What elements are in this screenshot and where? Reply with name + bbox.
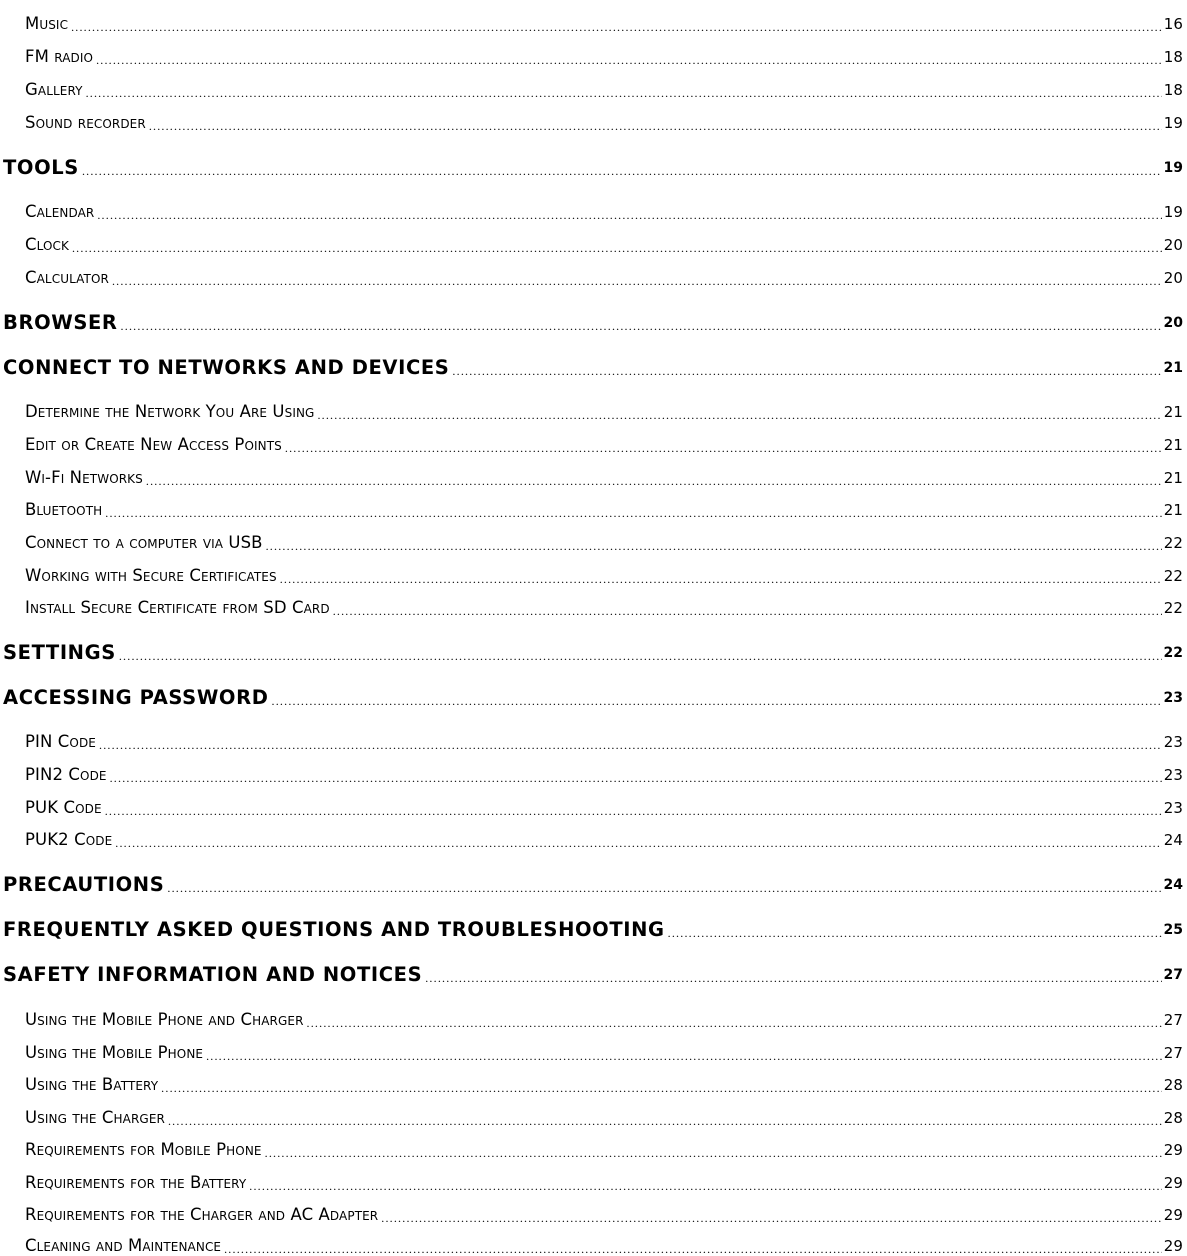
dot-leader: [105, 798, 1162, 818]
toc-entry-page: 19: [1163, 114, 1183, 132]
toc-entry-using-charger[interactable]: [0, 1104, 1183, 1128]
dot-leader: [333, 598, 1162, 618]
dot-leader: [86, 80, 1162, 100]
toc-entry-page: 29: [1163, 1237, 1183, 1255]
dot-leader: [161, 1075, 1162, 1095]
toc-section-page: 23: [1163, 690, 1183, 706]
toc-entry-cleaning[interactable]: [0, 1232, 1183, 1256]
dot-leader: [99, 732, 1162, 752]
dot-leader: [119, 643, 1162, 663]
toc-entry-page: 28: [1163, 1076, 1183, 1094]
toc-entry-page: 22: [1163, 534, 1183, 552]
toc-entry-title: Determine the Network You Are Using: [25, 402, 315, 421]
dot-leader: [452, 358, 1161, 378]
dot-leader: [149, 113, 1162, 133]
toc-section-title: BROWSER: [3, 311, 118, 333]
dot-leader: [425, 965, 1161, 985]
toc-entry-title: Working with Secure Certificates: [25, 566, 277, 585]
toc-section-page: 20: [1163, 315, 1183, 331]
dot-leader: [280, 566, 1162, 586]
toc-entry-install-certificate[interactable]: [0, 594, 1183, 618]
toc-entry-title: Using the Mobile Phone: [25, 1043, 204, 1062]
toc-entry-page: 18: [1163, 81, 1183, 99]
dot-leader: [272, 688, 1162, 708]
toc-entry-pin2-code[interactable]: [0, 761, 1183, 785]
toc-entry-wifi[interactable]: [0, 464, 1183, 488]
toc-entry-title: Calculator: [25, 268, 109, 287]
toc-entry-page: 20: [1163, 236, 1183, 254]
toc-entry-puk-code[interactable]: [0, 794, 1183, 818]
toc-entry-req-charger[interactable]: [0, 1201, 1183, 1225]
toc-entry-title: Install Secure Certificate from SD Card: [25, 598, 330, 617]
toc-entry-page: 28: [1163, 1109, 1183, 1127]
toc-entry-title: PUK Code: [25, 798, 102, 817]
dot-leader: [72, 235, 1162, 255]
dot-leader: [381, 1205, 1161, 1225]
toc-entry-page: 19: [1163, 203, 1183, 221]
toc-entry-title: Bluetooth: [25, 500, 103, 519]
toc-entry-page: 29: [1163, 1174, 1183, 1192]
toc-entry-title: Sound recorder: [25, 113, 146, 132]
toc-entry-title: Requirements for the Charger and AC Adapter: [25, 1205, 379, 1224]
dot-leader: [82, 158, 1162, 178]
toc-section-precautions[interactable]: [0, 871, 1183, 895]
toc-entry-page: 23: [1163, 799, 1183, 817]
dot-leader: [265, 1140, 1162, 1160]
toc-entry-sound-recorder[interactable]: [0, 109, 1183, 133]
toc-entry-page: 23: [1163, 766, 1183, 784]
toc-entry-page: 27: [1163, 1044, 1183, 1062]
dot-leader: [668, 920, 1162, 940]
toc-section-title: FREQUENTLY ASKED QUESTIONS AND TROUBLESHOOTING: [3, 918, 665, 940]
toc-entry-page: 29: [1163, 1141, 1183, 1159]
toc-entry-page: 21: [1163, 403, 1183, 421]
toc-entry-phone-and-charger[interactable]: [0, 1006, 1183, 1030]
toc-entry-title: PIN2 Code: [25, 765, 107, 784]
toc-section-page: 19: [1163, 160, 1183, 176]
toc-entry-page: 18: [1163, 48, 1183, 66]
toc-entry-page: 21: [1163, 501, 1183, 519]
toc-entry-title: Gallery: [25, 80, 83, 99]
toc-entry-title: Clock: [25, 235, 69, 254]
toc-entry-fm-radio[interactable]: [0, 43, 1183, 67]
toc-entry-title: Cleaning and Maintenance: [25, 1236, 222, 1255]
toc-entry-using-phone[interactable]: [0, 1039, 1183, 1063]
toc-entry-title: Using the Battery: [25, 1075, 159, 1094]
toc-entry-page: 22: [1163, 567, 1183, 585]
toc-section-page: 25: [1163, 922, 1183, 938]
toc-section-safety[interactable]: [0, 961, 1183, 985]
toc-entry-title: PUK2 Code: [25, 830, 113, 849]
toc-entry-bluetooth[interactable]: [0, 496, 1183, 520]
toc-entry-calculator[interactable]: [0, 264, 1183, 288]
toc-entry-title: Music: [25, 14, 69, 33]
toc-section-connect[interactable]: [0, 354, 1183, 378]
toc-entry-access-points[interactable]: [0, 431, 1183, 455]
toc-entry-secure-certificates[interactable]: [0, 562, 1183, 586]
toc-entry-page: 24: [1163, 831, 1183, 849]
toc-entry-title: Requirements for Mobile Phone: [25, 1140, 262, 1159]
toc-section-title: SETTINGS: [3, 641, 116, 663]
toc-entry-title: Edit or Create New Access Points: [25, 435, 282, 454]
dot-leader: [112, 268, 1162, 288]
toc-entry-req-battery[interactable]: [0, 1169, 1183, 1193]
toc-section-browser[interactable]: [0, 309, 1183, 333]
dot-leader: [115, 830, 1161, 850]
toc-entry-using-battery[interactable]: [0, 1071, 1183, 1095]
toc-section-page: 24: [1163, 877, 1183, 893]
toc-entry-title: Requirements for the Battery: [25, 1173, 247, 1192]
toc-entry-usb[interactable]: [0, 529, 1183, 553]
toc-section-title: CONNECT TO NETWORKS AND DEVICES: [3, 356, 450, 378]
toc-entry-puk2-code[interactable]: [0, 826, 1183, 850]
toc-section-tools[interactable]: [0, 154, 1183, 178]
dot-leader: [285, 435, 1162, 455]
toc-entry-pin-code[interactable]: [0, 728, 1183, 752]
dot-leader: [71, 14, 1162, 34]
toc-entry-page: 16: [1163, 15, 1183, 33]
dot-leader: [317, 402, 1161, 422]
dot-leader: [146, 468, 1162, 488]
dot-leader: [249, 1173, 1161, 1193]
toc-entry-title: PIN Code: [25, 732, 96, 751]
dot-leader: [97, 202, 1161, 222]
dot-leader: [307, 1010, 1162, 1030]
dot-leader: [206, 1043, 1162, 1063]
toc-entry-page: 23: [1163, 733, 1183, 751]
toc-entry-calendar[interactable]: [0, 198, 1183, 222]
dot-leader: [121, 313, 1162, 333]
dot-leader: [167, 875, 1161, 895]
toc-entry-title: Connect to a computer via USB: [25, 533, 263, 552]
toc-section-settings[interactable]: [0, 639, 1183, 663]
dot-leader: [96, 47, 1162, 67]
toc-entry-page: 29: [1163, 1206, 1183, 1224]
dot-leader: [266, 533, 1162, 553]
dot-leader: [105, 500, 1161, 520]
toc-entry-title: Using the Mobile Phone and Charger: [25, 1010, 304, 1029]
toc-entry-page: 21: [1163, 436, 1183, 454]
toc-section-title: ACCESSING PASSWORD: [3, 686, 269, 708]
toc-entry-title: Using the Charger: [25, 1108, 165, 1127]
toc-entry-page: 22: [1163, 599, 1183, 617]
toc-entry-title: Wi-Fi Networks: [25, 468, 143, 487]
toc-section-page: 21: [1163, 360, 1183, 376]
toc-entry-determine-network[interactable]: [0, 398, 1183, 422]
toc-entry-title: FM radio: [25, 47, 94, 66]
toc-section-title: SAFETY INFORMATION AND NOTICES: [3, 963, 423, 985]
dot-leader: [168, 1108, 1162, 1128]
toc-section-title: PRECAUTIONS: [3, 873, 165, 895]
toc-section-faq[interactable]: [0, 916, 1183, 940]
toc-entry-page: 20: [1163, 269, 1183, 287]
toc-section-page: 27: [1163, 967, 1183, 983]
toc-entry-page: 21: [1163, 469, 1183, 487]
toc-entry-clock[interactable]: [0, 231, 1183, 255]
toc-section-title: TOOLS: [3, 156, 79, 178]
toc-entry-page: 27: [1163, 1011, 1183, 1029]
toc-section-page: 22: [1163, 645, 1183, 661]
toc-entry-music[interactable]: [0, 10, 1183, 34]
dot-leader: [224, 1236, 1162, 1256]
toc-entry-title: Calendar: [25, 202, 95, 221]
dot-leader: [110, 765, 1162, 785]
toc-entry-req-phone[interactable]: [0, 1136, 1183, 1160]
toc-entry-gallery[interactable]: [0, 76, 1183, 100]
toc-section-accessing-password[interactable]: [0, 684, 1183, 708]
